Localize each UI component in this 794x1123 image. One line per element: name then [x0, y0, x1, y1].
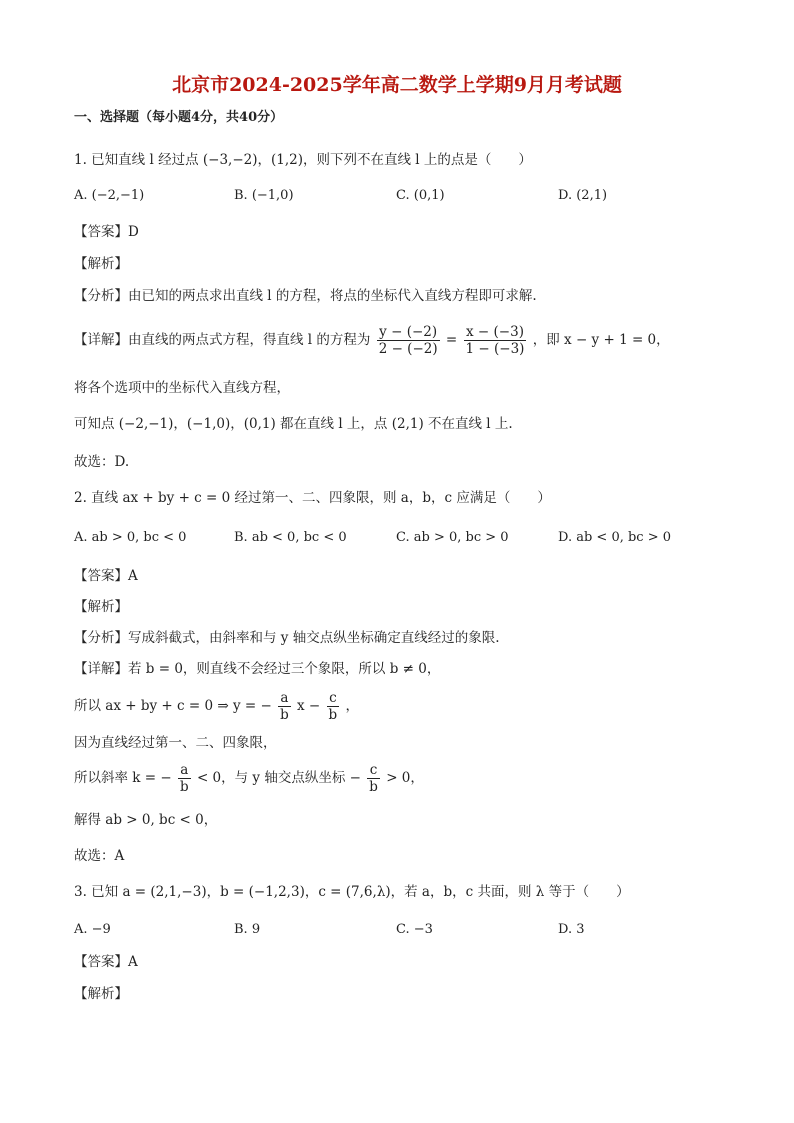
q2-line-4-fraction-1-numerator: a	[178, 762, 191, 779]
q2-stem: 2. 直线 ax + by + c = 0 经过第一、二、四象限，则 a，b，c 应满足（ ）	[74, 490, 551, 506]
q2-option-c: C. ab > 0, bc > 0	[396, 530, 509, 545]
q2-line-2	[74, 686, 359, 726]
q1-equals: =	[445, 332, 458, 348]
q1-xiangjie-result: ，即 x − y + 1 = 0，	[532, 332, 670, 348]
q2-line-2-fraction-1-denominator: b	[280, 707, 289, 723]
q2-line-2-fraction-2	[327, 690, 340, 723]
q3-option-b: B. 9	[234, 922, 261, 937]
q1-fraction-2-numerator: x − (−3)	[464, 324, 527, 341]
q2-line-6: 故选：A	[74, 848, 125, 864]
q1-line-4: 故选：D.	[74, 454, 130, 470]
q2-line-2-mid: x −	[297, 698, 321, 714]
q1-line-3: 可知点 (−2,−1)，(−1,0)，(0,1) 都在直线 l 上，点 (2,1) 不在直线 l 上.	[74, 416, 513, 432]
q1-fenxi: 【分析】由已知的两点求出直线 l 的方程，将点的坐标代入直线方程即可求解.	[74, 288, 537, 304]
q1-line-2: 将各个选项中的坐标代入直线方程，	[74, 380, 290, 396]
q1-fraction-2-denominator: 1 − (−3)	[465, 341, 525, 357]
q2-line-3: 因为直线经过第一、二、四象限，	[74, 735, 277, 751]
q1-xiangjie-text: 【详解】由直线的两点式方程，得直线 l 的方程为	[74, 332, 371, 348]
q1-fraction-1-denominator: 2 − (−2)	[378, 341, 438, 357]
q2-line-2-fraction-1	[278, 690, 291, 723]
q3-stem: 3. 已知 a = (2,1,−3)，b = (−1,2,3)，c = (7,6,λ)，若 a，b，c 共面，则 λ 等于（ ）	[74, 884, 630, 900]
q2-line-4-text: 所以斜率 k = −	[74, 770, 172, 786]
q2-option-a: A. ab > 0, bc < 0	[74, 530, 187, 545]
section-heading: 一、选择题（每小题4分，共40分）	[74, 110, 284, 125]
q2-line-2-fraction-1-numerator: a	[278, 690, 291, 707]
q2-line-4-post: > 0，	[386, 770, 424, 786]
q3-option-a: A. −9	[74, 922, 111, 937]
q2-option-d: D. ab < 0, bc > 0	[558, 530, 672, 545]
q2-xiangjie: 【详解】若 b = 0，则直线不会经过三个象限，所以 b ≠ 0，	[74, 661, 441, 677]
q1-option-a: A. (−2,−1)	[74, 188, 145, 203]
q1-option-d: D. (2,1)	[558, 188, 608, 203]
q1-option-b: B. (−1,0)	[234, 188, 294, 203]
q1-stem: 1. 已知直线 l 经过点 (−3,−2)，(1,2)，则下列不在直线 l 上的点是（ ）	[74, 152, 532, 168]
q2-analysis-tag: 【解析】	[74, 599, 128, 615]
q3-option-d: D. 3	[558, 922, 585, 937]
q1-analysis-tag: 【解析】	[74, 256, 128, 272]
q2-line-2-fraction-2-denominator: b	[328, 707, 338, 723]
q3-analysis-tag: 【解析】	[74, 986, 128, 1002]
q2-option-b: B. ab < 0, bc < 0	[234, 530, 347, 545]
q2-fenxi: 【分析】写成斜截式，由斜率和与 y 轴交点纵坐标确定直线经过的象限.	[74, 630, 500, 646]
q2-line-4-fraction-2-numerator: c	[367, 762, 380, 779]
q2-line-2-fraction-2-numerator: c	[327, 690, 340, 707]
q2-answer: 【答案】A	[74, 568, 138, 584]
q2-line-4	[74, 758, 424, 798]
q2-line-4-fraction-2-denominator: b	[369, 779, 378, 795]
q2-line-4-mid: < 0，与 y 轴交点纵坐标 −	[196, 770, 361, 786]
q3-answer: 【答案】A	[74, 954, 138, 970]
q2-line-5: 解得 ab > 0, bc < 0，	[74, 812, 218, 828]
q1-fraction-2	[464, 324, 527, 357]
q2-line-2-text: 所以 ax + by + c = 0 ⇒ y = −	[74, 698, 272, 714]
q1-option-c: C. (0,1)	[396, 188, 445, 203]
q2-line-4-fraction-1	[178, 762, 191, 795]
q2-line-2-post: ，	[345, 698, 359, 714]
q1-xiangjie	[74, 318, 670, 362]
q2-line-4-fraction-2	[367, 762, 380, 795]
q1-fraction-1	[377, 324, 440, 357]
q3-option-c: C. −3	[396, 922, 433, 937]
q1-answer: 【答案】D	[74, 224, 139, 240]
q1-fraction-1-numerator: y − (−2)	[377, 324, 440, 341]
q2-line-4-fraction-1-denominator: b	[179, 779, 189, 795]
page-title: 北京市2024-2025学年高二数学上学期9月月考试题	[172, 74, 622, 96]
